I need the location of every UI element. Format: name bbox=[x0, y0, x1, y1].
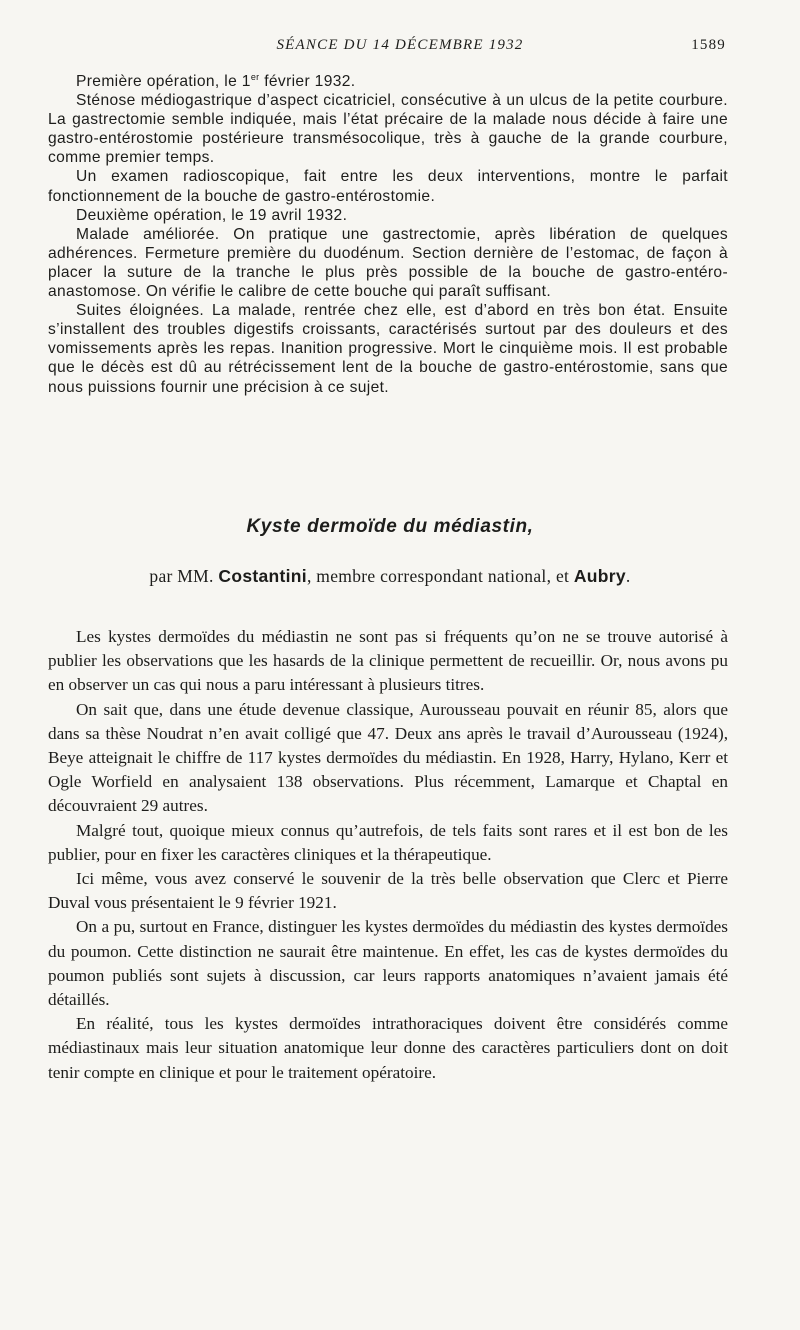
author-costantini: Costantini bbox=[218, 566, 307, 586]
article-body bbox=[48, 625, 728, 1085]
second-operation-line: Deuxième opération, le 19 avril 1932. bbox=[76, 206, 348, 224]
first-operation-text: Première opération, le 1 bbox=[76, 73, 251, 90]
byline-end: . bbox=[625, 566, 631, 586]
first-operation-line bbox=[48, 72, 728, 91]
article-title: Kyste dermoïde du médiastin, bbox=[246, 516, 534, 537]
body-paragraph: Ici même, vous avez conservé le souvenir de la très belle observation que Clerc et Pierre Duval vous présentaient le 9 février 1921. bbox=[48, 869, 728, 913]
first-operation-date: février 1932. bbox=[259, 73, 356, 90]
running-head-title: SÉANCE DU 14 DÉCEMBRE 1932 bbox=[276, 37, 524, 53]
running-head bbox=[0, 37, 800, 57]
suites-paragraph: Suites éloignées. La malade, rentrée chez elle, est d’abord en très bon état. Ensuite s’installent des troubles digestifs croissants, caractérisés surtout par des douleurs et des vomissements après les repas. Inanition progressive. Mort le cinquième mois. Il est probable que le décès est dû au rétrécissement lent de la bouche de gastro-entérostomie, sans que nous puissions fournir une précision à ce sujet. bbox=[48, 302, 728, 396]
body-paragraph: On a pu, surtout en France, distinguer les kystes dermoïdes du médiastin des kystes dermoïdes du poumon. Cette distinction ne saurait être maintenue. En effet, les cas de kystes dermoïdes du poumon publiés sont sujets à discussion, car leurs rapports anatomiques n’avaient jamais été détaillés. bbox=[48, 917, 728, 1010]
body-paragraph: Malgré tout, quoique mieux connus qu’autrefois, de tels faits sont rares et il est bon de les publier, pour en fixer les caractères cliniques et la thérapeutique. bbox=[48, 820, 728, 864]
byline-affiliation: , membre correspondant national, et bbox=[306, 566, 574, 586]
malade-paragraph: Malade améliorée. On pratique une gastrectomie, après libération de quelques adhérences. Fermeture première du duodénum. Section dernière de l’estomac, de façon à placer la suture de la tranche le plus près possible de la bouche de gastro-entéro-anastomose. On vérifie le calibre de cette bouche qui paraît suffisant. bbox=[48, 225, 728, 301]
ordinal-superscript: er bbox=[250, 72, 260, 82]
previous-case-report bbox=[48, 72, 728, 397]
body-paragraph: En réalité, tous les kystes dermoïdes intrathoraciques doivent être considérés comme médiastinaux mais leur situation anatomique leur donne des caractères particuliers dont on doit tenir compte en clinique et pour le traitement opératoire. bbox=[48, 1014, 728, 1082]
body-paragraph: On sait que, dans une étude devenue classique, Aurousseau pouvait en réunir 85, alors que dans sa thèse Noudrat n’en avait colligé que 47. Deux ans après le travail d’Aurousseau (1924), Beye atteignait le chiffre de 117 kystes dermoïdes du médiastin. En 1928, Harry, Hylano, Kerr et Ogle Worfield en analysaient 138 observations. Plus récemment, Lamarque et Chaptal en découvraient 29 autres. bbox=[48, 699, 728, 816]
author-aubry: Aubry bbox=[573, 566, 626, 586]
article-byline bbox=[0, 566, 780, 587]
page-number: 1589 bbox=[691, 37, 726, 53]
byline-prefix: par MM. bbox=[149, 566, 219, 586]
body-paragraph: Les kystes dermoïdes du médiastin ne sont pas si fréquents qu’on ne se trouve autorisé à publier les observations que les hasards de la clinique permettent de recueillir. Or, nous avons pu en observer un cas qui nous a paru intéressant à plusieurs titres. bbox=[48, 627, 728, 695]
examen-paragraph: Un examen radioscopique, fait entre les deux interventions, montre le parfait fonctionnement de la bouche de gastro-entérostomie. bbox=[48, 168, 728, 205]
stenose-paragraph: Sténose médiogastrique d’aspect cicatriciel, consécutive à un ulcus de la petite courbure. La gastrectomie semble indiquée, mais l’état précaire de la malade nous décide à faire une gastro-entérostomie postérieure transmésocolique, très à gauche de la grande courbure, comme premier temps. bbox=[48, 92, 728, 167]
